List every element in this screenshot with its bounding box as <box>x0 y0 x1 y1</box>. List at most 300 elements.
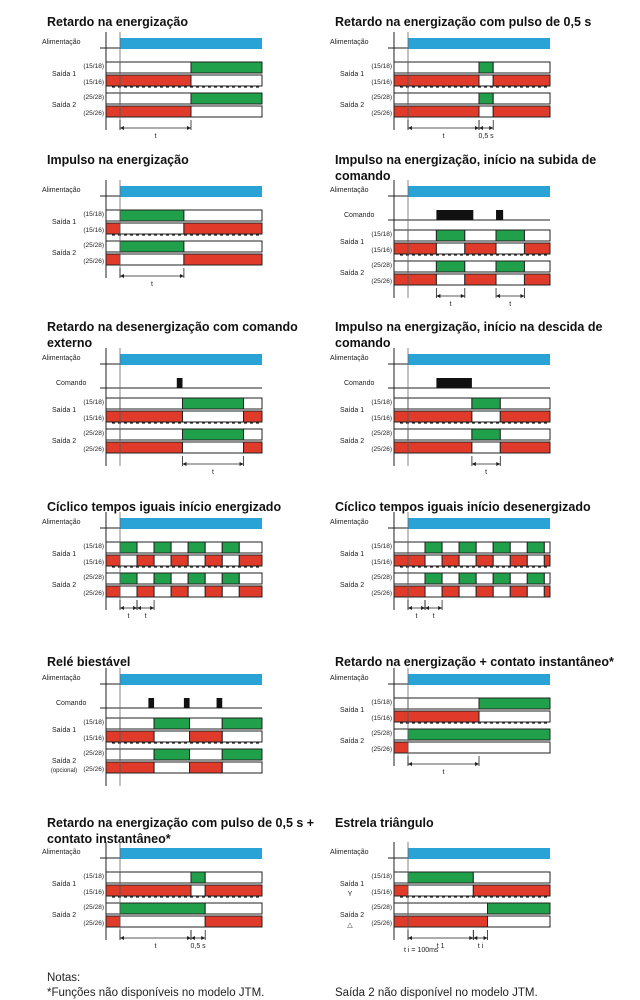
d12-out1-nc-seg-2 <box>473 885 550 896</box>
d8-out1-no-seg-6 <box>493 542 510 553</box>
d11-out1-label: Saída 1 <box>52 881 77 888</box>
d4-out2-no-seg-1 <box>408 261 436 272</box>
d5-out2-no-seg-1 <box>120 429 182 440</box>
d4-out1-nc-seg-1 <box>408 243 436 254</box>
d7-out2-nc-pre <box>106 586 120 597</box>
d9-out1-nc-label: (15/16) <box>83 735 104 742</box>
d7-out1-no-seg-8 <box>239 542 262 553</box>
d4-out1-nc-pre <box>394 243 408 254</box>
d5-out1-no-seg-1 <box>120 398 182 409</box>
d7-out1-no-seg-4 <box>171 542 188 553</box>
d12-out2-no-seg-2 <box>488 903 550 914</box>
d6-out2-nc-seg-2 <box>472 442 500 453</box>
d8-out1-no-seg-4 <box>459 542 476 553</box>
d10-out2-no-label: (25/28) <box>371 730 392 737</box>
d4-out1-nc-seg-4 <box>496 243 524 254</box>
d8-out2-nc-seg-3 <box>442 586 459 597</box>
d2-out2-label: Saída 2 <box>340 102 365 109</box>
d7-out1-no-seg-1 <box>120 542 137 553</box>
d11-out1-nc-seg-3 <box>205 885 262 896</box>
d10-out1-label: Saída 1 <box>340 707 365 714</box>
d11-out2-no-label: (25/28) <box>83 904 104 911</box>
diagram-title-2: Retardo na energização com pulso de 0,5 s <box>335 15 592 29</box>
d6-out2-no-pre <box>394 429 408 440</box>
d10-dim-label-1: t <box>442 769 445 776</box>
d10-out2-no-seg-1 <box>408 729 550 740</box>
d7-supply-bar <box>120 518 262 529</box>
d4-out1-nc-seg-3 <box>465 243 496 254</box>
d11-out2-no-seg-2 <box>205 903 262 914</box>
d4-out1-nc-seg-2 <box>436 243 464 254</box>
d2-out1-nc-seg-1 <box>408 75 479 86</box>
d9-out1-no-pre <box>106 718 120 729</box>
d9-out2-no-pre <box>106 749 120 760</box>
d11-out2-nc-label: (25/26) <box>83 920 104 927</box>
d8-out2-no-label: (25/28) <box>371 574 392 581</box>
d4-out2-no-seg-5 <box>524 261 550 272</box>
d10-out1-nc-seg-1 <box>408 711 479 722</box>
d12-out1-no-pre <box>394 872 408 883</box>
d7-out2-no-seg-7 <box>222 573 239 584</box>
d8-out1-nc-seg-2 <box>425 555 442 566</box>
d3-out2-nc-seg-2 <box>184 254 262 265</box>
d12-supply-bar <box>408 848 550 859</box>
d9-out1-label: Saída 1 <box>52 727 77 734</box>
d7-out2-nc-seg-8 <box>239 586 262 597</box>
d2-out2-nc-seg-1 <box>408 106 479 117</box>
d12-extra-note: t i = 100ms <box>404 947 439 954</box>
d6-dim-label-1: t <box>485 469 488 476</box>
d6-out2-nc-seg-3 <box>500 442 550 453</box>
d9-out2-optional: (opcional) <box>50 768 78 774</box>
d8-out1-no-seg-7 <box>510 542 527 553</box>
d9-out1-nc-seg-1 <box>120 731 154 742</box>
d5-out2-no-seg-2 <box>182 429 243 440</box>
d7-out1-no-seg-6 <box>205 542 222 553</box>
d3-out2-label: Saída 2 <box>52 250 77 257</box>
d12-out1-nc-label: (15/16) <box>371 889 392 896</box>
d8-out1-nc-pre <box>394 555 408 566</box>
d4-out2-nc-seg-3 <box>465 274 496 285</box>
d6-out2-no-seg-1 <box>408 429 472 440</box>
d5-out2-nc-seg-1 <box>120 442 182 453</box>
d12-out2-label: Saída 2 <box>340 912 365 919</box>
d3-out1-no-label: (15/18) <box>83 211 104 218</box>
d8-out2-nc-label: (25/26) <box>371 590 392 597</box>
d5-out2-no-pre <box>106 429 120 440</box>
d10-out2-no-pre <box>394 729 408 740</box>
d6-out2-no-label: (25/28) <box>371 430 392 437</box>
diagram-title-8: Cíclico tempos iguais início desenergizado <box>335 500 591 514</box>
d9-out2-no-seg-3 <box>190 749 223 760</box>
d2-out2-nc-pre <box>394 106 408 117</box>
d3-out2-nc-label: (25/26) <box>83 258 104 265</box>
d2-out1-no-seg-3 <box>493 62 550 73</box>
d9-command-label: Comando <box>56 700 87 707</box>
d9-out2-nc-label: (25/26) <box>83 766 104 773</box>
d8-out1-label: Saída 1 <box>340 551 365 558</box>
d7-out1-nc-seg-5 <box>188 555 205 566</box>
d8-out2-no-seg-7 <box>510 573 527 584</box>
d6-out1-nc-seg-1 <box>408 411 472 422</box>
d11-dim-label-1: t <box>154 943 157 950</box>
d7-out1-nc-seg-6 <box>205 555 222 566</box>
d6-out1-no-seg-3 <box>500 398 550 409</box>
d8-out1-nc-seg-3 <box>442 555 459 566</box>
d8-out1-no-label: (15/18) <box>371 543 392 550</box>
d12-dim-label-2: t i <box>477 943 484 950</box>
d1-out1-no-pre <box>106 62 120 73</box>
d3-out1-no-seg-1 <box>120 210 184 221</box>
d1-out1-no-label: (15/18) <box>83 63 104 70</box>
d10-supply-label: Alimentação <box>330 675 369 682</box>
d1-out1-no-seg-1 <box>120 62 191 73</box>
d4-out2-nc-seg-5 <box>524 274 550 285</box>
d8-out2-no-seg-5 <box>476 573 493 584</box>
d4-out1-label: Saída 1 <box>340 239 365 246</box>
d4-out2-nc-seg-1 <box>408 274 436 285</box>
d7-supply-label: Alimentação <box>42 519 81 526</box>
d11-out1-nc-seg-2 <box>191 885 205 896</box>
d12-out2-no-label: (25/28) <box>371 904 392 911</box>
d7-out1-nc-label: (15/16) <box>83 559 104 566</box>
d7-out2-no-seg-6 <box>205 573 222 584</box>
d5-out2-nc-seg-2 <box>182 442 243 453</box>
d10-out1-no-label: (15/18) <box>371 699 392 706</box>
diagram-title-6: Impulso na energização, início na descida de comando <box>335 320 603 350</box>
d8-out2-no-seg-6 <box>493 573 510 584</box>
d12-out2-nc-pre <box>394 916 408 927</box>
d1-out2-no-seg-2 <box>191 93 262 104</box>
d9-command-pulse-2 <box>184 698 190 708</box>
d2-supply-label: Alimentação <box>330 39 369 46</box>
d10-out1-no-pre <box>394 698 408 709</box>
d4-supply-label: Alimentação <box>330 187 369 194</box>
d12-out1-no-seg-2 <box>473 872 550 883</box>
d8-out2-no-seg-3 <box>442 573 459 584</box>
d2-out1-nc-seg-3 <box>493 75 550 86</box>
d8-out2-nc-pre <box>394 586 408 597</box>
d5-out2-label: Saída 2 <box>52 438 77 445</box>
d9-out1-nc-pre <box>106 731 120 742</box>
d5-out1-no-seg-2 <box>182 398 243 409</box>
d7-out1-no-seg-5 <box>188 542 205 553</box>
d3-out1-nc-pre <box>106 223 120 234</box>
d3-supply-label: Alimentação <box>42 187 81 194</box>
d8-out1-no-seg-8 <box>527 542 544 553</box>
d2-out2-nc-seg-2 <box>479 106 493 117</box>
d8-out1-nc-label: (15/16) <box>371 559 392 566</box>
d4-out2-nc-seg-2 <box>436 274 464 285</box>
d2-out1-label: Saída 1 <box>340 71 365 78</box>
d5-out2-nc-pre <box>106 442 120 453</box>
d2-dim-label-1: t <box>442 133 445 140</box>
d6-command-label: Comando <box>344 380 375 387</box>
d10-out1-nc-seg-2 <box>479 711 550 722</box>
d9-out1-no-seg-1 <box>120 718 154 729</box>
d11-out1-nc-label: (15/16) <box>83 889 104 896</box>
d1-out2-no-label: (25/28) <box>83 94 104 101</box>
d7-out2-no-seg-5 <box>188 573 205 584</box>
d2-out2-no-seg-2 <box>479 93 493 104</box>
d10-out1-no-seg-2 <box>479 698 550 709</box>
d8-out2-nc-seg-2 <box>425 586 442 597</box>
d8-dim-label-2: t <box>432 613 435 620</box>
d1-out2-nc-label: (25/26) <box>83 110 104 117</box>
d3-out2-no-seg-2 <box>184 241 262 252</box>
d5-supply-bar <box>120 354 262 365</box>
d8-out1-no-seg-5 <box>476 542 493 553</box>
d11-out2-nc-seg-2 <box>205 916 262 927</box>
d4-dim-label-2: t <box>509 301 512 308</box>
d6-out2-nc-seg-1 <box>408 442 472 453</box>
diagram-title-10: Retardo na energização + contato instantâneo* <box>335 655 614 669</box>
d11-out1-nc-seg-1 <box>120 885 191 896</box>
d2-out2-no-seg-3 <box>493 93 550 104</box>
d12-out2-nc-seg-2 <box>488 916 550 927</box>
d4-dim-label-1: t <box>449 301 452 308</box>
d5-out2-no-seg-3 <box>244 429 262 440</box>
d6-supply-label: Alimentação <box>330 355 369 362</box>
d9-out2-nc-seg-2 <box>154 762 190 773</box>
d9-out2-nc-seg-4 <box>222 762 262 773</box>
d11-out1-no-seg-1 <box>120 872 191 883</box>
d6-out1-label: Saída 1 <box>340 407 365 414</box>
d12-out2-symbol: △ <box>347 922 353 929</box>
d7-out2-nc-seg-2 <box>137 586 154 597</box>
d2-out1-nc-pre <box>394 75 408 86</box>
d6-out2-no-seg-3 <box>500 429 550 440</box>
diagram-title-5: Retardo na desenergização com comando externo <box>47 320 298 350</box>
d10-out2-nc-pre <box>394 742 408 753</box>
d7-dim-label-1: t <box>127 613 130 620</box>
d11-out2-no-pre <box>106 903 120 914</box>
d1-out2-no-pre <box>106 93 120 104</box>
d10-out1-nc-pre <box>394 711 408 722</box>
d7-out1-nc-seg-1 <box>120 555 137 566</box>
d10-out2-nc-seg-1 <box>408 742 550 753</box>
d1-out2-label: Saída 2 <box>52 102 77 109</box>
d4-out2-nc-label: (25/26) <box>371 278 392 285</box>
d3-out2-nc-pre <box>106 254 120 265</box>
d7-out1-nc-seg-3 <box>154 555 171 566</box>
d7-out2-no-seg-1 <box>120 573 137 584</box>
d7-out1-no-seg-2 <box>137 542 154 553</box>
d7-out2-no-seg-3 <box>154 573 171 584</box>
d7-out2-nc-seg-5 <box>188 586 205 597</box>
d4-out1-no-seg-2 <box>436 230 464 241</box>
d10-out2-label: Saída 2 <box>340 738 365 745</box>
d7-out2-no-seg-2 <box>137 573 154 584</box>
d5-dim-label-1: t <box>212 469 214 476</box>
note-right: Saída 2 não disponível no modelo JTM. <box>335 987 538 999</box>
d6-command-pulse-1 <box>436 378 472 388</box>
d8-out2-nc-seg-7 <box>510 586 527 597</box>
d5-out2-no-label: (25/28) <box>83 430 104 437</box>
d11-out1-no-seg-2 <box>191 872 205 883</box>
d4-out1-nc-label: (15/16) <box>371 247 392 254</box>
d7-out2-label: Saída 2 <box>52 582 77 589</box>
d2-out1-no-pre <box>394 62 408 73</box>
d9-command-pulse-3 <box>217 698 223 708</box>
d7-out2-no-seg-8 <box>239 573 262 584</box>
d7-out2-no-seg-4 <box>171 573 188 584</box>
d7-out2-nc-seg-4 <box>171 586 188 597</box>
d9-out2-nc-seg-3 <box>190 762 223 773</box>
d7-out1-label: Saída 1 <box>52 551 77 558</box>
d11-out2-label: Saída 2 <box>52 912 77 919</box>
d4-out2-nc-seg-4 <box>496 274 524 285</box>
d4-out2-no-seg-2 <box>436 261 464 272</box>
d11-out1-nc-pre <box>106 885 120 896</box>
d7-out2-no-label: (25/28) <box>83 574 104 581</box>
d6-out2-nc-label: (25/26) <box>371 446 392 453</box>
d8-out1-no-pre <box>394 542 408 553</box>
d10-supply-bar <box>408 674 550 685</box>
d4-out1-no-seg-4 <box>496 230 524 241</box>
d9-out2-label: Saída 2 <box>52 758 77 765</box>
d12-out1-symbol: Y <box>347 891 353 898</box>
d10-out2-nc-label: (25/26) <box>371 746 392 753</box>
d4-out2-no-pre <box>394 261 408 272</box>
d8-out2-no-seg-2 <box>425 573 442 584</box>
d10-out1-no-seg-1 <box>408 698 479 709</box>
d2-out1-nc-seg-2 <box>479 75 493 86</box>
d7-out1-nc-seg-7 <box>222 555 239 566</box>
d1-out1-nc-label: (15/16) <box>83 79 104 86</box>
d7-out2-nc-seg-7 <box>222 586 239 597</box>
d7-dim-label-2: t <box>144 613 147 620</box>
d9-out2-nc-seg-1 <box>120 762 154 773</box>
d5-out1-nc-pre <box>106 411 120 422</box>
d1-out2-nc-seg-1 <box>120 106 191 117</box>
d4-out1-no-pre <box>394 230 408 241</box>
d9-out2-no-label: (25/28) <box>83 750 104 757</box>
d12-out1-nc-pre <box>394 885 408 896</box>
d6-out1-no-seg-1 <box>408 398 472 409</box>
d7-out1-nc-pre <box>106 555 120 566</box>
d9-supply-label: Alimentação <box>42 675 81 682</box>
d9-out1-no-seg-2 <box>154 718 190 729</box>
d9-out2-no-seg-1 <box>120 749 154 760</box>
d8-out2-nc-seg-6 <box>493 586 510 597</box>
d3-out2-no-seg-1 <box>120 241 184 252</box>
d1-out2-no-seg-1 <box>120 93 191 104</box>
d8-out1-no-seg-2 <box>425 542 442 553</box>
d2-out2-no-pre <box>394 93 408 104</box>
d8-supply-bar <box>408 518 550 529</box>
d6-supply-bar <box>408 354 550 365</box>
d6-out1-nc-label: (15/16) <box>371 415 392 422</box>
d6-out1-nc-seg-2 <box>472 411 500 422</box>
d12-out2-no-pre <box>394 903 408 914</box>
d4-out1-no-seg-1 <box>408 230 436 241</box>
d4-out2-no-seg-3 <box>465 261 496 272</box>
d7-out1-nc-seg-4 <box>171 555 188 566</box>
d6-out1-no-label: (15/18) <box>371 399 392 406</box>
d8-out1-no-seg-1 <box>408 542 425 553</box>
d12-out1-no-seg-1 <box>408 872 473 883</box>
note-left: *Funções não disponíveis no modelo JTM. <box>47 987 265 999</box>
d6-out1-nc-seg-3 <box>500 411 550 422</box>
d8-out1-nc-seg-6 <box>493 555 510 566</box>
d11-out1-no-seg-3 <box>205 872 262 883</box>
d8-out1-no-seg-9 <box>544 542 550 553</box>
d1-out1-no-seg-2 <box>191 62 262 73</box>
d11-out2-no-seg-1 <box>120 903 205 914</box>
d3-supply-bar <box>120 186 262 197</box>
d5-out1-no-pre <box>106 398 120 409</box>
d6-out1-no-pre <box>394 398 408 409</box>
d3-out2-nc-seg-1 <box>120 254 184 265</box>
notes-heading: Notas: <box>47 972 81 984</box>
d10-out1-nc-label: (15/16) <box>371 715 392 722</box>
diagram-title-1: Retardo na energização <box>47 15 189 29</box>
diagram-title-3: Impulso na energização <box>47 153 189 167</box>
d8-out2-nc-seg-9 <box>544 586 550 597</box>
d8-dim-label-1: t <box>415 613 418 620</box>
d9-command-pulse-1 <box>148 698 154 708</box>
d7-out2-nc-seg-6 <box>205 586 222 597</box>
d1-out2-nc-pre <box>106 106 120 117</box>
d4-out1-nc-seg-5 <box>524 243 550 254</box>
d11-dim-label-2: 0,5 s <box>190 943 206 950</box>
d8-out1-no-seg-3 <box>442 542 459 553</box>
d11-out2-nc-seg-1 <box>120 916 205 927</box>
d8-out2-no-seg-9 <box>544 573 550 584</box>
d3-out1-nc-label: (15/16) <box>83 227 104 234</box>
d4-supply-bar <box>408 186 550 197</box>
d3-out1-no-pre <box>106 210 120 221</box>
d2-out2-nc-label: (25/26) <box>371 110 392 117</box>
d8-out2-no-seg-4 <box>459 573 476 584</box>
d3-out1-nc-seg-1 <box>120 223 184 234</box>
d8-out1-nc-seg-7 <box>510 555 527 566</box>
d8-out2-label: Saída 2 <box>340 582 365 589</box>
d7-out1-no-label: (15/18) <box>83 543 104 550</box>
d11-supply-bar <box>120 848 262 859</box>
d6-out2-label: Saída 2 <box>340 438 365 445</box>
d7-out2-no-pre <box>106 573 120 584</box>
d6-out1-no-seg-2 <box>472 398 500 409</box>
d11-out1-no-label: (15/18) <box>83 873 104 880</box>
d5-out1-nc-seg-2 <box>182 411 243 422</box>
d1-out2-nc-seg-2 <box>191 106 262 117</box>
d3-out1-no-seg-2 <box>184 210 262 221</box>
d2-out2-nc-seg-3 <box>493 106 550 117</box>
d5-out2-nc-label: (25/26) <box>83 446 104 453</box>
d8-out2-nc-seg-5 <box>476 586 493 597</box>
d2-out1-no-label: (15/18) <box>371 63 392 70</box>
d2-supply-bar <box>408 38 550 49</box>
d5-out1-nc-seg-1 <box>120 411 182 422</box>
d3-out1-label: Saída 1 <box>52 219 77 226</box>
d12-supply-label: Alimentação <box>330 849 369 856</box>
d5-supply-label: Alimentação <box>42 355 81 362</box>
d4-out1-no-seg-5 <box>524 230 550 241</box>
d7-out2-nc-seg-1 <box>120 586 137 597</box>
d9-out1-no-seg-4 <box>222 718 262 729</box>
d8-supply-label: Alimentação <box>330 519 369 526</box>
d6-out2-nc-pre <box>394 442 408 453</box>
d9-out2-nc-pre <box>106 762 120 773</box>
d9-supply-bar <box>120 674 262 685</box>
d2-out1-no-seg-1 <box>408 62 479 73</box>
diagram-title-4: Impulso na energização, início na subida de comando <box>335 153 597 183</box>
d1-out1-label: Saída 1 <box>52 71 77 78</box>
d2-out1-no-seg-2 <box>479 62 493 73</box>
diagram-title-12: Estrela triângulo <box>335 816 434 830</box>
